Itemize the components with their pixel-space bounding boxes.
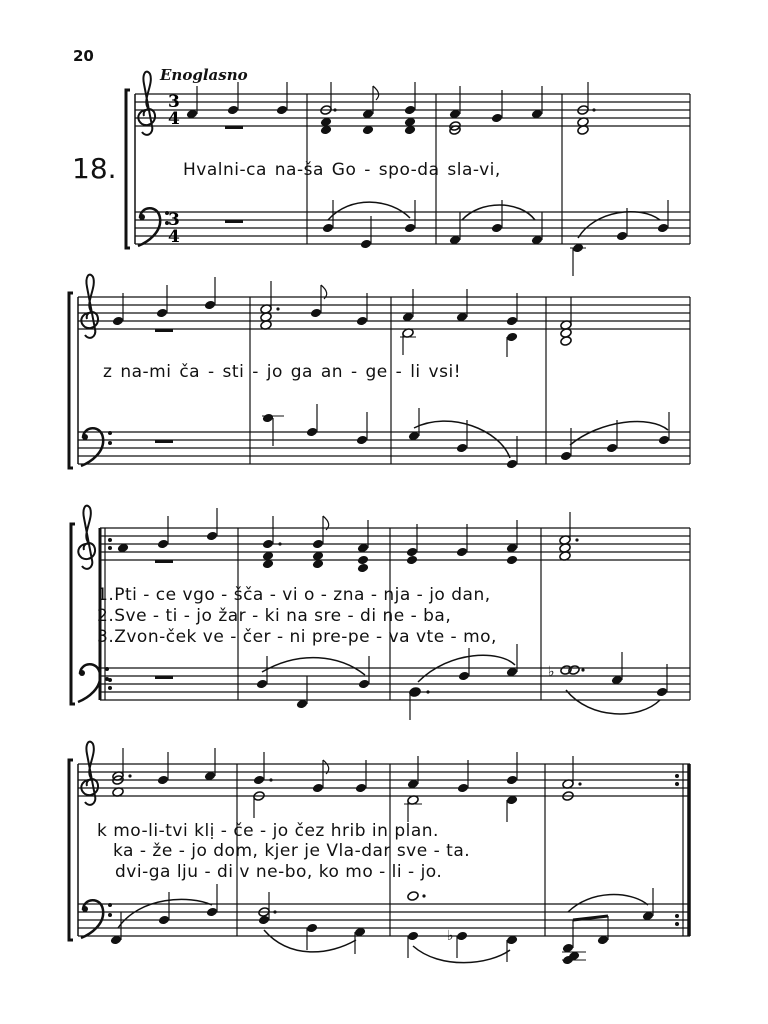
treble-clef-3 bbox=[78, 506, 95, 569]
repeat-dot bbox=[675, 774, 679, 778]
slur bbox=[566, 690, 660, 714]
bass-clef-3 bbox=[78, 664, 109, 702]
repeat-dot bbox=[675, 782, 679, 786]
notes-system-2-bass bbox=[155, 404, 670, 469]
slur bbox=[413, 946, 510, 963]
lyrics-line-1: Hvalni-ca na-ša Go - spo-da sla-vi, bbox=[183, 160, 501, 180]
time-signature-bottom-treble-1: 4 bbox=[168, 109, 180, 129]
repeat-dot bbox=[675, 914, 679, 918]
lyrics-verse-2-line-3: 2.Sve - ti - jo žar - ki na sre - di ne - ba, bbox=[97, 606, 452, 626]
time-signature-top-bass-1: 3 bbox=[168, 210, 180, 230]
lyrics-verse-3-line-4: dvi-ga lju - di v ne-bo, ko mo - li - jo. bbox=[115, 862, 443, 882]
notes-system-4-treble bbox=[112, 748, 582, 822]
notes-system-1-treble bbox=[186, 82, 596, 135]
bass-clef-4 bbox=[81, 900, 112, 938]
treble-clef-1 bbox=[138, 72, 155, 135]
slur bbox=[570, 422, 668, 445]
slur bbox=[264, 930, 356, 952]
notes-system-3-bass bbox=[155, 644, 668, 720]
bass-clef-2 bbox=[81, 428, 112, 466]
flat-sign: ♭ bbox=[548, 664, 555, 680]
notes-system-3-treble bbox=[117, 508, 579, 573]
system-3 bbox=[100, 528, 690, 700]
lyrics-verse-1-line-3: 1.Pti - ce vgo - šča - vi o - zna - nja - jo dan, bbox=[97, 585, 491, 605]
repeat-dot bbox=[108, 686, 112, 690]
lyrics-verse-2-line-4: ka - že - jo dom, kjer je Vla-dar sve - ta. bbox=[113, 841, 471, 861]
system-1 bbox=[135, 94, 690, 244]
system-brace-2 bbox=[69, 293, 73, 468]
hymn-number: 18. bbox=[72, 152, 117, 185]
system-brace-1 bbox=[126, 90, 130, 248]
repeat-dot bbox=[108, 538, 112, 542]
slur bbox=[328, 202, 410, 220]
page-number: 20 bbox=[73, 47, 94, 65]
tempo-marking: Enoglasno bbox=[160, 66, 248, 84]
treble-clef-2 bbox=[81, 275, 98, 338]
system-brace-3 bbox=[71, 524, 75, 704]
bass-clef-1 bbox=[138, 208, 169, 246]
notes-system-2-treble bbox=[112, 277, 572, 357]
lyrics-line-2: z na-mi ča - sti - jo ga an - ge - li vsi! bbox=[103, 362, 462, 382]
slur bbox=[568, 895, 648, 912]
repeat-dot bbox=[108, 546, 112, 550]
treble-clef-4 bbox=[81, 742, 98, 805]
system-2 bbox=[78, 297, 690, 464]
repeat-dot bbox=[675, 922, 679, 926]
system-brace-4 bbox=[69, 760, 73, 940]
slur bbox=[262, 658, 365, 675]
notes-system-4-bass bbox=[110, 884, 654, 965]
time-signature-top-treble-1: 3 bbox=[168, 92, 180, 112]
flat-sign: ♭ bbox=[447, 928, 454, 944]
system-4 bbox=[78, 764, 690, 936]
time-signature-bottom-bass-1: 4 bbox=[168, 227, 180, 247]
lyrics-verse-3-line-3: 3.Zvon-ček ve - čer - ni pre-pe - va vte - mo, bbox=[97, 627, 497, 647]
lyrics-verse-1-line-4: k mo-li-tvi klị - če - jo čez hrib in plan. bbox=[97, 821, 439, 841]
